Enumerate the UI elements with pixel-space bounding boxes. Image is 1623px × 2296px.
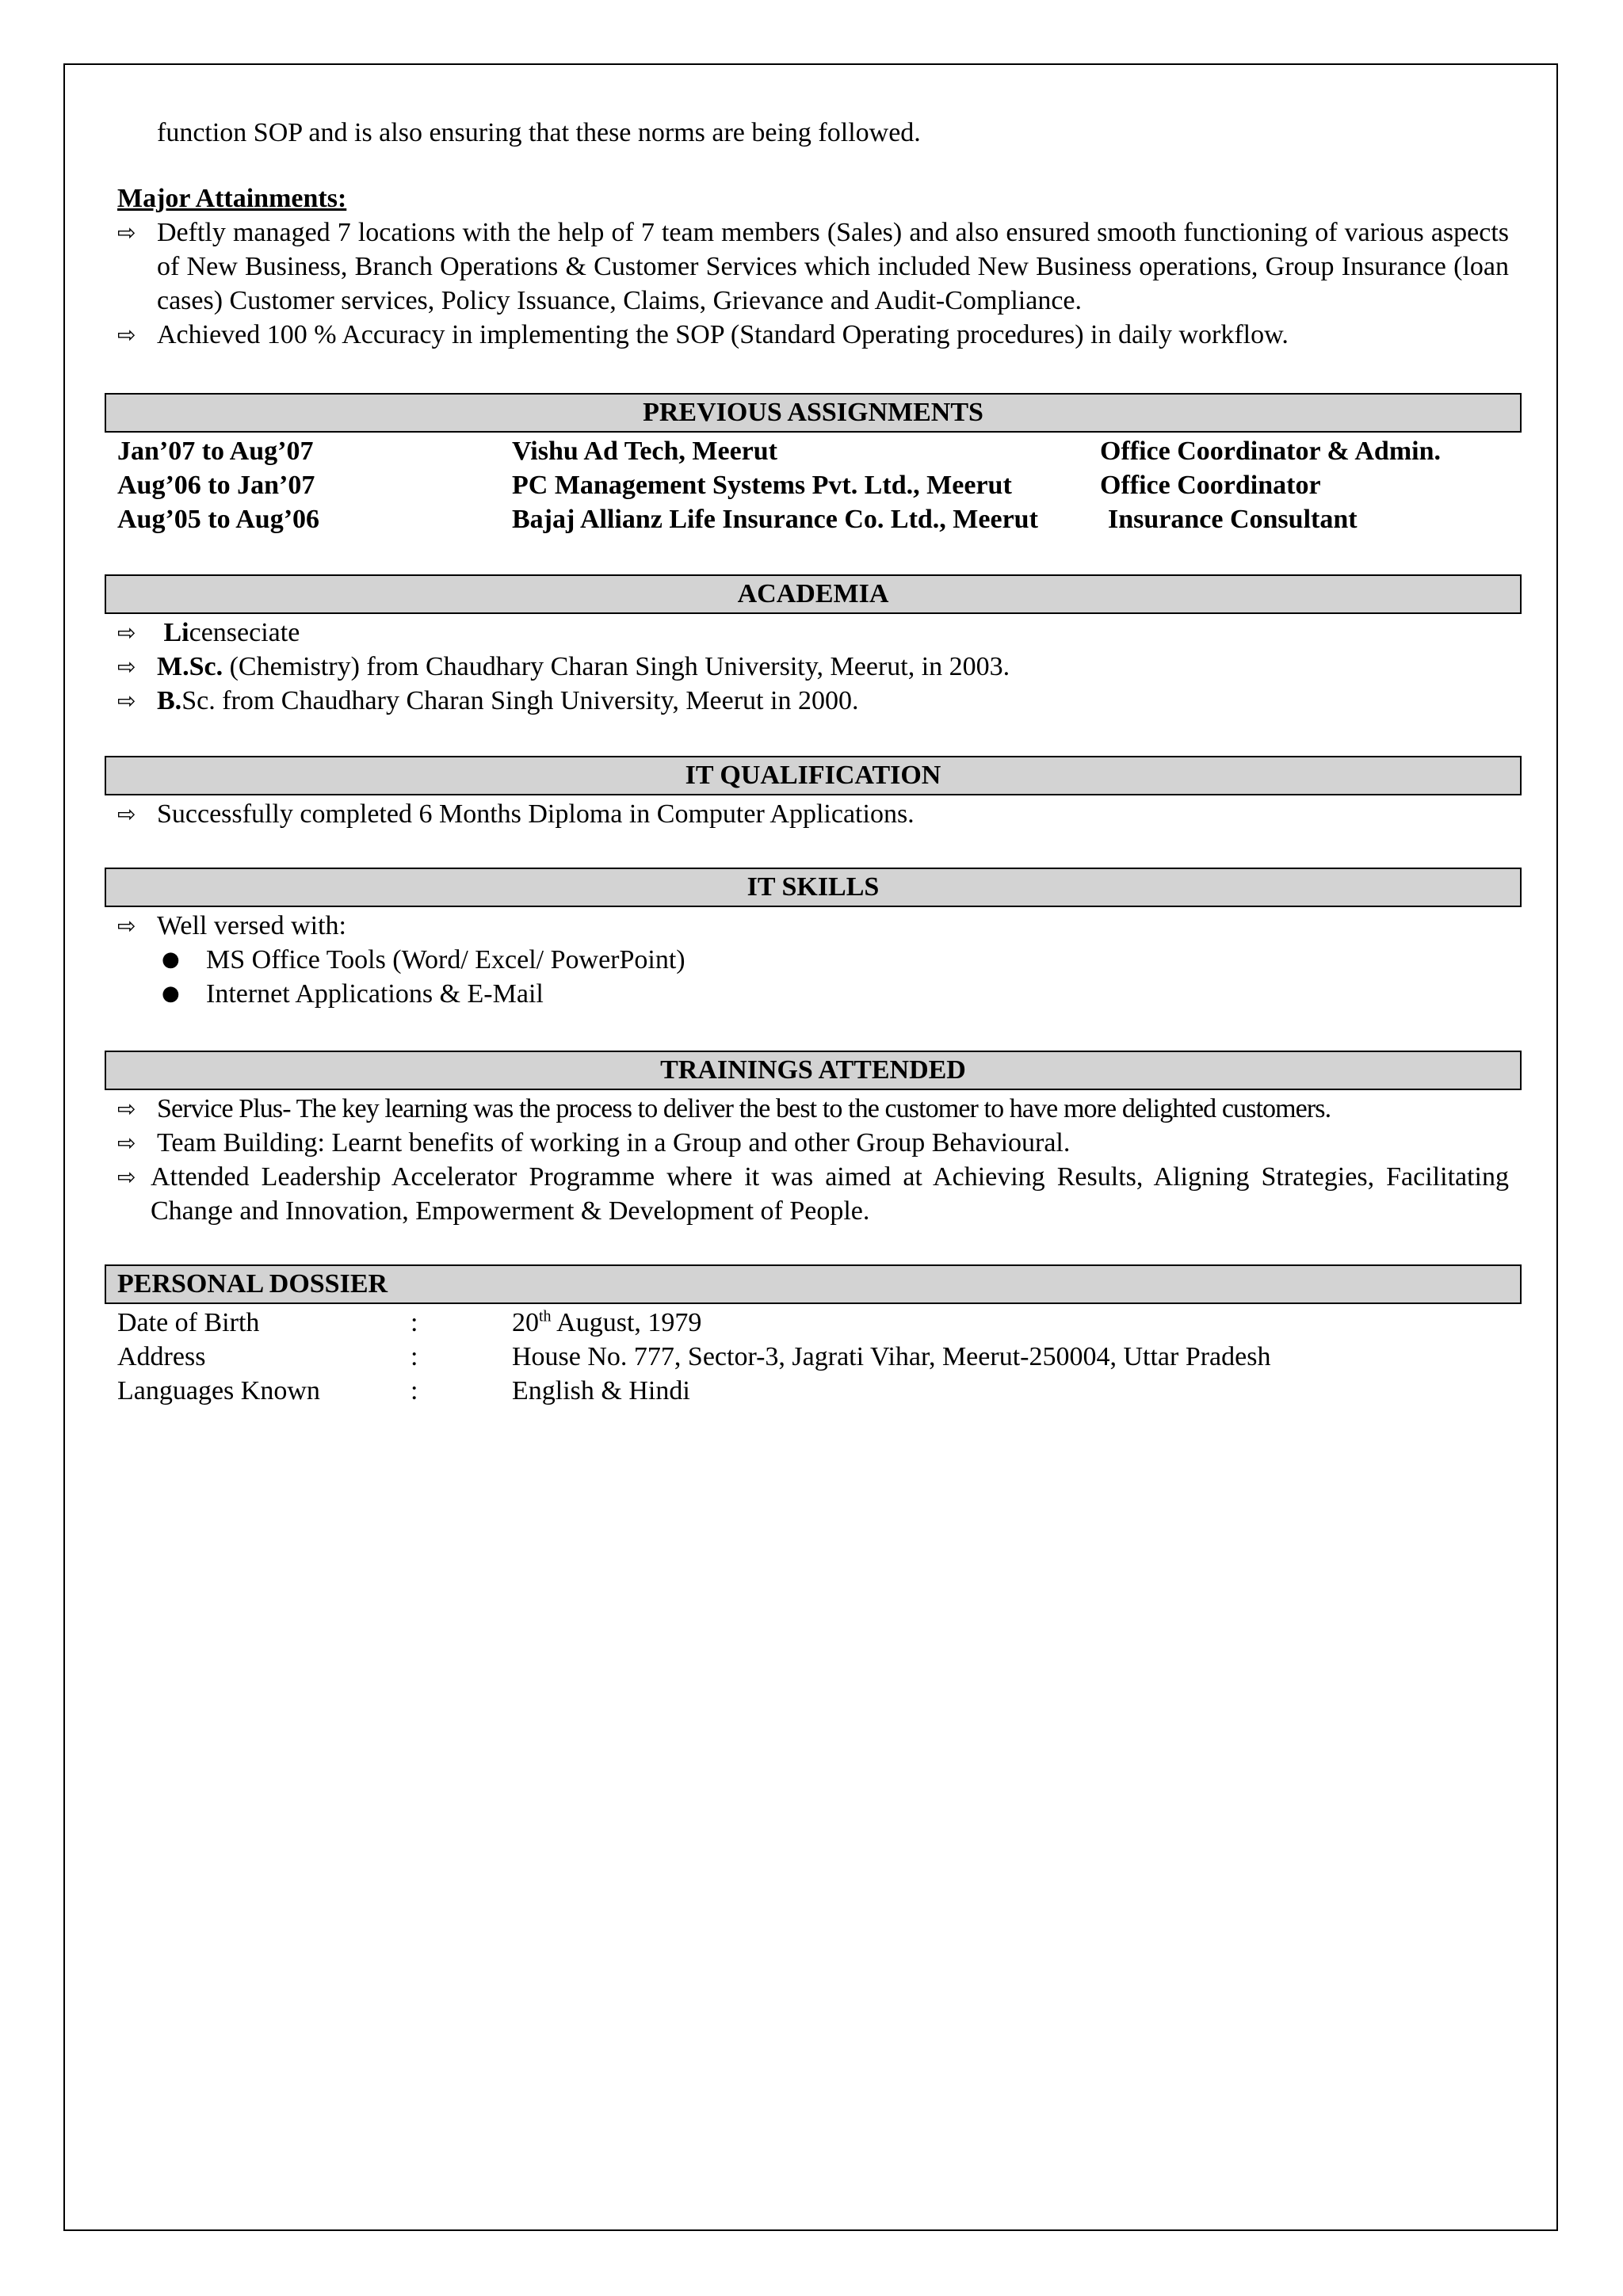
section-heading-trainings: TRAININGS ATTENDED [105,1051,1522,1090]
section-heading-it-skills: IT SKILLS [105,868,1522,907]
arrow-bullet-icon: ⇨ [117,688,136,714]
academia-item: ⇨ Licenseciate [117,616,1509,650]
academia-item: ⇨ M.Sc. (Chemistry) from Chaudhary Charan Singh University, Meerut, in 2003. [117,650,1509,684]
personal-row: Languages Known : English & Hindi [117,1376,690,1405]
arrow-bullet-icon: ⇨ [117,1130,136,1156]
bullet-dot-icon: ● [162,948,180,971]
bullet-dot-icon: ● [162,982,180,1005]
it-skill-item: ● MS Office Tools (Word/ Excel/ PowerPoint) [117,943,1509,977]
arrow-bullet-icon: ⇨ [117,1096,136,1122]
arrow-bullet-icon: ⇨ [117,322,136,348]
arrow-bullet-icon: ⇨ [117,654,136,680]
training-item: ⇨ Service Plus- The key learning was the process to deliver the best to the customer to have more delighted customers. [117,1092,1509,1126]
attainments-heading: Major Attainments: [117,184,347,213]
arrow-bullet-icon: ⇨ [117,219,136,246]
section-heading-personal-dossier: PERSONAL DOSSIER [105,1264,1522,1304]
section-heading-previous-assignments: PREVIOUS ASSIGNMENTS [105,393,1522,433]
it-skill-item: ● Internet Applications & E-Mail [117,977,1509,1011]
resume-page-content [117,116,1509,1408]
academia-item: ⇨ B.Sc. from Chaudhary Charan Singh University, Meerut in 2000. [117,684,1509,718]
intro-line: function SOP and is also ensuring that these norms are being followed. [157,118,921,147]
personal-row: Address : House No. 777, Sector-3, Jagrati Vihar, Meerut-250004, Uttar Pradesh [117,1342,1271,1371]
section-heading-it-qualification: IT QUALIFICATION [105,756,1522,795]
arrow-bullet-icon: ⇨ [117,913,136,939]
arrow-bullet-icon: ⇨ [117,801,136,827]
assignment-row: Aug’06 to Jan’07 PC Management Systems Pvt. Ltd., Meerut Office Coordinator [117,471,1321,500]
it-qualification-item: ⇨ Successfully completed 6 Months Diploma in Computer Applications. [117,797,1509,831]
section-heading-academia: ACADEMIA [105,574,1522,614]
arrow-bullet-icon: ⇨ [117,620,136,646]
it-skills-intro: ⇨ Well versed with: [117,909,1509,943]
personal-row: Date of Birth : 20th August, 1979 [117,1307,702,1337]
training-item: ⇨ Team Building: Learnt benefits of working in a Group and other Group Behavioural. [117,1126,1509,1160]
attainment-item: ⇨ Achieved 100 % Accuracy in implementing the SOP (Standard Operating procedures) in daily workflow. [117,318,1509,352]
arrow-bullet-icon: ⇨ [117,1164,136,1190]
attainment-item: ⇨ Deftly managed 7 locations with the help of 7 team members (Sales) and also ensured smooth functioning of various aspects of New Business, Branch Operations & Customer Services which included New Business operations, Group Insurance (loan cases) Customer services, Policy Issuance, Claims, Grievance and Audit-Compliance. [117,215,1509,318]
training-item: ⇨ Attended Leadership Accelerator Programme where it was aimed at Achieving Results, Aligning Strategies, Facilitating Change and Innovation, Empowerment & Development of People. [117,1160,1509,1228]
assignment-row: Jan’07 to Aug’07 Vishu Ad Tech, Meerut Office Coordinator & Admin. [117,437,1442,466]
assignment-row: Aug’05 to Aug’06 Bajaj Allianz Life Insurance Co. Ltd., Meerut Insurance Consultant [117,505,1358,534]
